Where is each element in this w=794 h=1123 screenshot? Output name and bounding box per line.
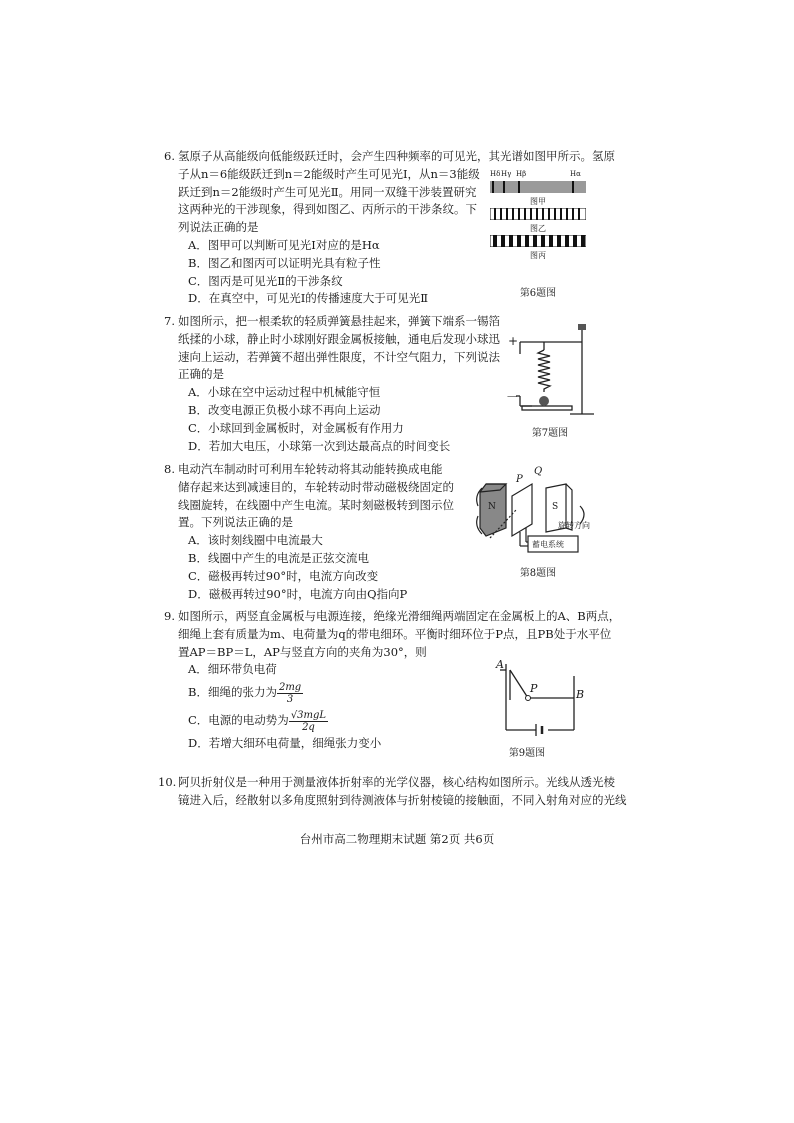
denominator: 2q bbox=[302, 721, 315, 733]
minus-label: － bbox=[506, 390, 519, 404]
h-beta-label: Hβ bbox=[516, 170, 527, 178]
figure-6 bbox=[490, 170, 590, 300]
question-text: 纸揉的小球，静止时小球刚好跟金属板接触，通电后发现小球迅 bbox=[178, 331, 500, 346]
question-number: 10. bbox=[158, 775, 177, 789]
question-text: 这两种光的干涉现象，得到如图乙、丙所示的干涉条纹。下 bbox=[178, 202, 477, 217]
option-c: C．小球回到金属板时，对金属板有作用力 bbox=[188, 420, 404, 435]
option-c: C．图丙是可见光Ⅱ的干涉条纹 bbox=[188, 273, 343, 288]
question-text: 如图所示，两竖直金属板与电源连接，绝缘光滑细绳两端固定在金属板上的A、B两点， bbox=[178, 609, 621, 623]
option-d: D．若增大细环电荷量，细绳张力变小 bbox=[188, 736, 382, 751]
option-a: A．该时刻线圈中电流最大 bbox=[188, 533, 323, 548]
option-d: D．若加大电压，小球第一次到达最高点的时间变长 bbox=[188, 438, 451, 453]
question-number: 9. bbox=[164, 609, 175, 623]
option-d: D．在真空中，可见光Ⅰ的传播速度大于可见光Ⅱ bbox=[188, 291, 429, 306]
question-text: 子从n＝6能级跃迁到n＝2能级时产生可见光Ⅰ，从n＝3能级 bbox=[178, 166, 480, 181]
option-a: A．小球在空中运动过程中机械能守恒 bbox=[188, 385, 381, 400]
question-text: 细绳上套有质量为m、电荷量为q的带电细环。平衡时细环位于P点，且PB处于水平位 bbox=[178, 626, 612, 641]
fringe-yi bbox=[490, 208, 586, 220]
figure-8 bbox=[470, 466, 610, 582]
question-text: 如图所示，把一根柔软的轻质弹簧悬挂起来，弹簧下端系一锡箔 bbox=[178, 314, 500, 328]
numerator: √3mgL bbox=[290, 709, 327, 721]
pole-n-label: N bbox=[488, 502, 496, 512]
question-10 bbox=[158, 774, 627, 810]
figure-9-caption: 第9题图 bbox=[508, 748, 546, 759]
figure-7-caption: 第7题图 bbox=[531, 428, 569, 439]
point-p-label: P bbox=[530, 682, 538, 695]
option-b-text: B．细绳的张力为 bbox=[188, 685, 277, 700]
h-gamma-label: Hγ bbox=[501, 170, 512, 178]
label-yi: 图乙 bbox=[530, 224, 546, 233]
plus-label: + bbox=[508, 334, 519, 348]
question-text: 置。下列说法正确的是 bbox=[178, 515, 293, 530]
label-jia: 图甲 bbox=[530, 197, 546, 206]
figure-8-caption: 第8题图 bbox=[519, 568, 557, 579]
rotation-direction-label: 旋转方向 bbox=[558, 521, 590, 530]
point-p-label: P bbox=[516, 474, 523, 485]
option-b: B．图乙和图丙可以证明光具有粒子性 bbox=[188, 255, 381, 270]
question-text: 正确的是 bbox=[178, 367, 224, 382]
question-number: 8. bbox=[164, 462, 175, 476]
numerator: 2mg bbox=[278, 681, 302, 693]
figure-9 bbox=[492, 656, 592, 758]
option-b: B．改变电源正负极小球不再向上运动 bbox=[188, 402, 381, 417]
option-d: D．磁极再转过90°时，电流方向由Q指向P bbox=[188, 586, 408, 601]
option-a: A．细环带负电荷 bbox=[188, 662, 277, 677]
fraction-emf bbox=[289, 710, 328, 733]
figure-6-caption: 第6题图 bbox=[519, 288, 557, 299]
question-text: 线圈旋转，在线圈中产生电流。某时刻磁极转到图示位 bbox=[178, 497, 454, 512]
option-c: C．磁极再转过90°时，电流方向改变 bbox=[188, 568, 379, 583]
question-number: 6. bbox=[164, 149, 175, 163]
question-7 bbox=[164, 313, 500, 455]
label-bing: 图丙 bbox=[530, 251, 546, 260]
point-q-label: Q bbox=[534, 466, 543, 477]
question-text: 列说法正确的是 bbox=[178, 220, 259, 235]
question-number: 7. bbox=[164, 314, 175, 328]
figure-7 bbox=[502, 318, 598, 438]
question-text: 阿贝折射仪是一种用于测量液体折射率的光学仪器，核心结构如图所示。光线从透光棱 bbox=[178, 775, 615, 789]
option-c-text: C．电源的电动势为 bbox=[188, 713, 289, 728]
option-a: A．图甲可以判断可见光Ⅰ对应的是Hα bbox=[188, 237, 380, 252]
point-b-label: B bbox=[576, 688, 585, 701]
denominator: 3 bbox=[286, 693, 294, 705]
pole-s-label: S bbox=[552, 502, 559, 512]
h-delta-label: Hδ bbox=[490, 170, 501, 178]
battery-system-label: 蓄电系统 bbox=[532, 540, 564, 549]
option-b: B．线圈中产生的电流是正弦交流电 bbox=[188, 550, 369, 565]
question-8 bbox=[164, 461, 454, 603]
spectrum-labels bbox=[490, 170, 590, 180]
question-text: 跃迁到n＝2能级时产生可见光Ⅱ。用同一双缝干涉装置研究 bbox=[178, 184, 477, 199]
question-text: 氢原子从高能级向低能级跃迁时，会产生四种频率的可见光，其光谱如图甲所示。氢原 bbox=[178, 149, 615, 163]
fringe-bing bbox=[490, 235, 586, 247]
question-text: 储存起来达到减速目的，车轮转动时带动磁极绕固定的 bbox=[178, 479, 454, 494]
fraction-2mg-3 bbox=[277, 682, 303, 705]
question-text: 电动汽车制动时可利用车轮转动将其动能转换成电能 bbox=[178, 462, 443, 476]
question-text: 置AP＝BP＝L，AP与竖直方向的夹角为30°，则 bbox=[178, 644, 427, 659]
question-text: 镜进入后，经散射以多角度照射到待测液体与折射棱镜的接触面，不同入射角对应的光线 bbox=[178, 792, 627, 807]
point-a-label: A bbox=[496, 658, 504, 671]
page-footer: 台州市高二物理期末试题 第2页 共6页 bbox=[299, 832, 495, 846]
question-text: 速向上运动，若弹簧不超出弹性限度，不计空气阻力，下列说法 bbox=[178, 349, 500, 364]
h-alpha-label: Hα bbox=[570, 170, 581, 178]
spectrum-strip bbox=[490, 181, 586, 193]
